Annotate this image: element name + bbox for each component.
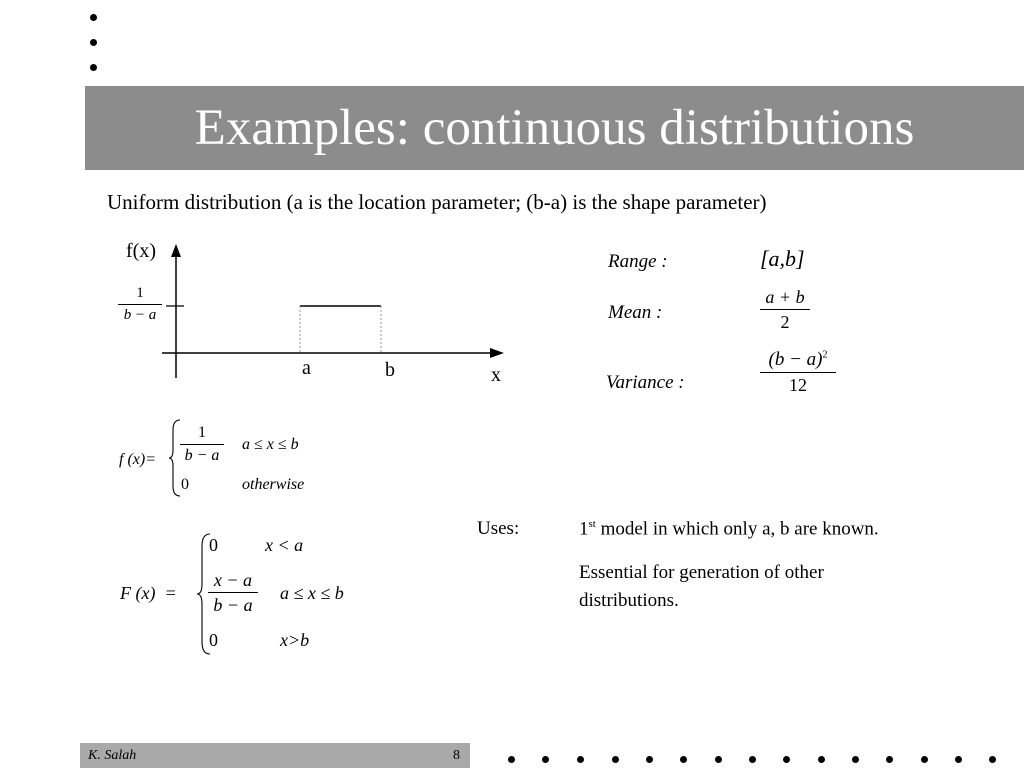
decor-dot [955,756,962,763]
pdf-lhs: f (x)= [119,451,156,468]
footer-author: K. Salah [88,748,137,763]
slide-title: Examples: continuous distributions [194,99,915,156]
decor-dot [680,756,687,763]
decor-dot [749,756,756,763]
cdf-case3-condition: x>b [280,630,310,650]
slide-subtitle: Uniform distribution (a is the location parameter; (b-a) is the shape parameter) [107,190,767,214]
uses-item-1: 1st model in which only a, b are known. [579,518,879,540]
decor-dot [646,756,653,763]
pdf-case2-value: 0 [181,476,189,493]
decor-dot [818,756,825,763]
cdf-case1-condition: x < a [265,535,304,555]
decor-dot [886,756,893,763]
page-number: 8 [453,748,460,763]
x-axis-label: x [491,364,501,386]
a-label: a [302,357,311,379]
cdf-lhs: F (x) = [120,583,177,603]
cdf-case3-value: 0 [209,630,218,650]
title-bar [85,86,1024,170]
y-axis-label: f(x) [126,240,156,262]
decor-dot [90,14,97,21]
decor-dot [90,39,97,46]
decor-dot [90,64,97,71]
decor-dot [921,756,928,763]
decor-dot [852,756,859,763]
pdf-case2-condition: otherwise [242,476,305,493]
mean-fraction: a + b 2 [760,288,810,331]
range-label: Range : [608,251,668,272]
range-value: [a,b] [760,246,805,271]
decor-dot [783,756,790,763]
uses-item-2: Essential for generation of other distributions. [579,562,824,611]
decor-dot [989,756,996,763]
decor-dot [508,756,515,763]
density-height-fraction: 1 b − a [118,286,162,323]
decor-dot [612,756,619,763]
cdf-case2-fraction: x − a b − a [208,571,258,614]
uses-label: Uses: [477,518,520,539]
variance-label: Variance : [606,372,685,393]
pdf-case1-fraction: 1 b − a [180,425,224,464]
decor-dot [577,756,584,763]
cdf-case1-value: 0 [209,535,218,555]
decor-dot [542,756,549,763]
cdf-case2-condition: a ≤ x ≤ b [280,583,344,603]
pdf-case1-condition: a ≤ x ≤ b [242,436,299,453]
variance-fraction: $(b - a)^2$ 12 [760,350,836,394]
mean-label: Mean : [608,302,663,323]
b-label: b [385,359,395,381]
decor-dot [715,756,722,763]
footer-bar [80,743,470,768]
